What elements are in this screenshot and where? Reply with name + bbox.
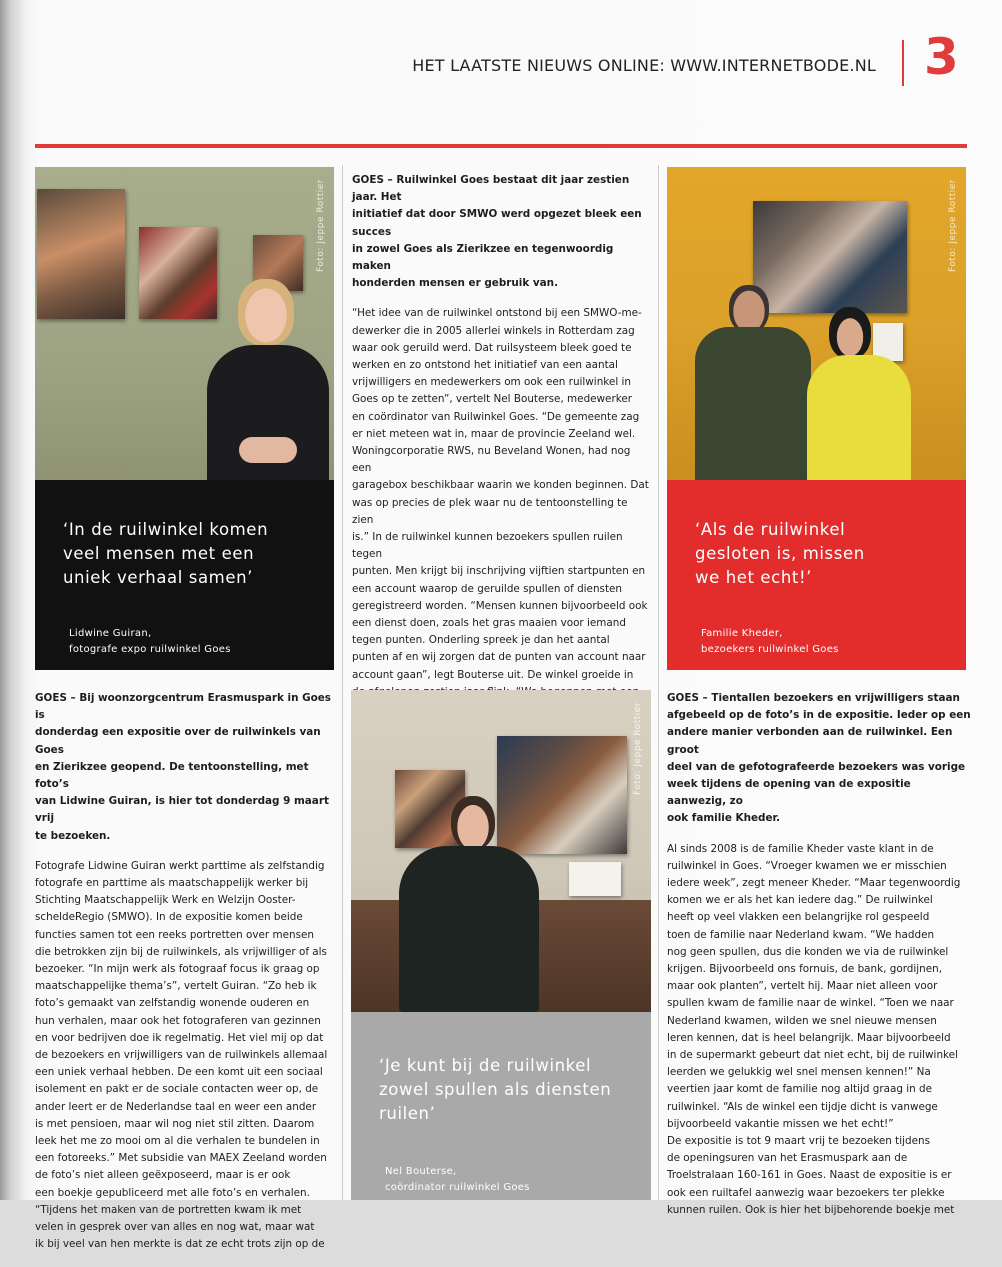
text-line: Nederland kwamen, wilden we snel nieuwe mensen bbox=[667, 1014, 937, 1027]
text-line: een dienst doen, zoals het gras maaien voor iemand bbox=[352, 617, 626, 630]
photo-credit: Foto: Jeppe Rottier bbox=[633, 702, 643, 795]
text-line: een account waarop de geruilde spullen of diensten bbox=[352, 582, 622, 595]
text-line: is.” In de ruilwinkel kunnen bezoekers spullen ruilen tegen bbox=[352, 531, 623, 561]
quote-line: uniek verhaal samen’ bbox=[63, 567, 254, 587]
column-divider bbox=[658, 165, 659, 1200]
text-line: leren kennen, dat is heel belangrijk. Maar bijvoorbeeld bbox=[667, 1031, 951, 1044]
text-line: punten af en wij zorgen dat de punten van account naar bbox=[352, 651, 646, 664]
text-line: waar ook geruild werd. Dat ruilsysteem bleek goed te bbox=[352, 341, 632, 354]
page-number: 3 bbox=[924, 28, 959, 86]
text-line: heeft op veel vlakken een belangrijke rol gespeeld bbox=[667, 911, 930, 924]
quote-text bbox=[379, 1054, 623, 1126]
quote-line: ‘In de ruilwinkel komen bbox=[63, 520, 269, 539]
text-line: maatschappelijke thema’s”, vertelt Guiran. “Zo heb ik bbox=[35, 980, 317, 993]
text-line: de bezoekers en vrijwilligers van de ruilwinkels allemaal bbox=[35, 1049, 328, 1062]
text-line: een uniek verhaal hebben. De een komt uit een sociaal bbox=[35, 1066, 323, 1079]
text-line: vrijwilligers en medewerkers om ook een ruilwinkel in bbox=[352, 376, 631, 389]
text-line: kunnen ruilen. Ook is hier het bijbehorende boekje met bbox=[667, 1203, 955, 1216]
attribution-role: coördinator ruilwinkel Goes bbox=[385, 1182, 530, 1193]
text-line: en coördinator van Ruilwinkel Goes. “De gemeente zag bbox=[352, 410, 640, 423]
person-head bbox=[829, 307, 871, 359]
person-body bbox=[399, 846, 539, 1012]
text-line: bezoeker. “In mijn werk als fotograaf focus ik graag op bbox=[35, 963, 320, 976]
quote-attribution bbox=[701, 626, 839, 658]
text-line: week tijdens de opening van de expositie aanwezig, zo bbox=[667, 778, 911, 808]
photo-lidwine-guiran bbox=[35, 167, 334, 480]
left-article bbox=[35, 690, 337, 1267]
person-body bbox=[207, 345, 329, 485]
text-line: ik bij veel van hen merkte is dat ze echt trots zijn op de bbox=[35, 1238, 325, 1251]
text-line: Al sinds 2008 is de familie Kheder vaste klant in de bbox=[667, 842, 934, 855]
article-body bbox=[35, 858, 337, 1254]
quote-attribution bbox=[69, 626, 231, 658]
text-line: nog geen spullen, dus die konden we via de ruilwinkel bbox=[667, 945, 949, 958]
text-line: maar ook planten”, vertelt hij. Maar niet alleen voor bbox=[667, 980, 938, 993]
header-rule bbox=[35, 144, 967, 148]
text-line: account gaan”, legt Bouterse uit. De winkel groeide in bbox=[352, 668, 634, 681]
text-line: de foto’s niet alleen geëxposeerd, maar is er ook bbox=[35, 1169, 291, 1182]
text-line: een fotoreeks.” Met subsidie van MAEX Zeeland worden bbox=[35, 1152, 327, 1165]
photo-credit: Foto: Jeppe Rottier bbox=[316, 179, 326, 272]
pull-quote-right bbox=[667, 480, 966, 670]
text-line: velen in gesprek over van alles en nog wat, maar wat bbox=[35, 1221, 315, 1234]
header-separator bbox=[902, 40, 904, 86]
text-line: hun verhalen, maar ook het fotograferen van gezinnen bbox=[35, 1014, 321, 1027]
text-line: tegen punten. Onderling spreek je dan het aantal bbox=[352, 634, 610, 647]
photo-credit: Foto: Jeppe Rottier bbox=[948, 179, 958, 272]
text-line: fotografe en parttime als maatschappelijk werker bij bbox=[35, 877, 309, 890]
text-line: GOES – Tientallen bezoekers en vrijwilligers staan bbox=[667, 692, 960, 704]
text-line: leerden we gelukkig wel snel mensen kennen!” Na bbox=[667, 1066, 931, 1079]
text-line: leek het me zo mooi om al die verhalen te bundelen in bbox=[35, 1135, 320, 1148]
text-line: geregistreerd worden. “Mensen kunnen bijvoorbeeld ook bbox=[352, 599, 648, 612]
text-line: er niet meteen wat in, maar de provincie Zeeland wel. bbox=[352, 427, 636, 440]
text-line: Stichting Maatschappelijk Werk en Welzijn Ooster- bbox=[35, 894, 296, 907]
person-hands bbox=[239, 437, 297, 463]
text-line: ander leert er de Nederlandse taal en weer een ander bbox=[35, 1100, 317, 1113]
person-head bbox=[451, 796, 495, 850]
quote-line: ruilen’ bbox=[379, 1103, 436, 1123]
text-line: ruilwinkel in Goes. “Vroeger kwamen we er misschien bbox=[667, 859, 947, 872]
text-line: ook familie Kheder. bbox=[667, 812, 781, 825]
article-intro bbox=[35, 690, 337, 845]
text-line: ook een ruiltafel aanwezig waar bezoekers ter plekke bbox=[667, 1186, 945, 1199]
pull-quote-center bbox=[351, 1012, 651, 1200]
text-line: krijgen. Bijvoorbeeld ons fornuis, de bank, gordijnen, bbox=[667, 963, 943, 976]
exhibit-photo bbox=[37, 189, 125, 319]
article-intro bbox=[352, 172, 652, 292]
text-line: is met pensioen, maar wil nog niet stil zitten. Daarom bbox=[35, 1117, 315, 1130]
text-line: een boekje gepubliceerd met alle foto’s en verhalen. bbox=[35, 1186, 310, 1199]
text-line: De expositie is tot 9 maart vrij te bezoeken tijdens bbox=[667, 1135, 931, 1148]
exhibit-label bbox=[569, 862, 621, 896]
text-line: isolement en pakt er de sociale contacten weer op, de bbox=[35, 1083, 319, 1096]
text-line: dewerker die in 2005 allerlei winkels in Rotterdam zag bbox=[352, 324, 635, 337]
text-line: spullen kwam de familie naar de winkel. “Toen we naar bbox=[667, 997, 954, 1010]
text-line: werken en zo ontstond het initiatief van een aantal bbox=[352, 359, 618, 372]
exhibit-photo bbox=[139, 227, 217, 319]
attribution-name: Nel Bouterse, bbox=[385, 1166, 457, 1177]
text-line: en voor bedrijven doe ik regelmatig. Het viel mij op dat bbox=[35, 1031, 324, 1044]
text-line: andere manier verbonden aan de ruilwinkel. Een groot bbox=[667, 726, 953, 756]
text-line: komen we er als het kan iedere dag.” De ruilwinkel bbox=[667, 894, 933, 907]
quote-text bbox=[63, 518, 306, 590]
text-line: in zowel Goes als Zierikzee en tegenwoordig maken bbox=[352, 242, 614, 273]
header-website: HET LAATSTE NIEUWS ONLINE: WWW.INTERNETBODE.NL bbox=[412, 56, 876, 75]
quote-attribution bbox=[385, 1164, 530, 1196]
text-line: die betrokken zijn bij de ruilwinkels, als vrijwilliger of als bbox=[35, 945, 327, 958]
text-line: punten. Men krijgt bij inschrijving vijftien startpunten en bbox=[352, 565, 646, 578]
text-line: GOES – Bij woonzorgcentrum Erasmuspark in Goes is bbox=[35, 692, 331, 722]
text-line: bijvoorbeeld vakantie missen we het echt!” bbox=[667, 1117, 894, 1130]
photo-familie-kheder bbox=[667, 167, 966, 480]
text-line: initiatief dat door SMWO werd opgezet bleek een succes bbox=[352, 208, 642, 238]
right-article bbox=[667, 690, 972, 1232]
pull-quote-left bbox=[35, 480, 334, 670]
quote-text bbox=[695, 518, 938, 590]
text-line: GOES – Ruilwinkel Goes bestaat dit jaar zestien jaar. Het bbox=[352, 174, 630, 204]
quote-line: veel mensen met een bbox=[63, 543, 255, 563]
text-line: garagebox beschikbaar waarin we konden beginnen. Dat bbox=[352, 479, 649, 492]
column-divider bbox=[342, 165, 343, 1200]
article-intro bbox=[667, 690, 972, 828]
photo-nel-bouterse bbox=[351, 690, 651, 1012]
quote-line: we het echt!’ bbox=[695, 567, 813, 587]
article-body bbox=[667, 841, 972, 1219]
text-line: foto’s gemaakt van zelfstandig wonende ouderen en bbox=[35, 997, 310, 1010]
exhibit-photo bbox=[753, 201, 907, 313]
quote-line: ‘Als de ruilwinkel bbox=[695, 520, 846, 539]
person-body bbox=[807, 355, 911, 485]
text-line: was op precies de plek waar nu de tentoonstelling te zien bbox=[352, 496, 628, 526]
text-line: en Zierikzee geopend. De tentoonstelling, met foto’s bbox=[35, 760, 309, 791]
text-line: scheldeRegio (SMWO). In de expositie komen beide bbox=[35, 911, 303, 924]
text-line: ruilwinkel. “Als de winkel een tijdje dicht is vanwege bbox=[667, 1100, 938, 1113]
quote-line: ‘Je kunt bij de ruilwinkel bbox=[379, 1056, 592, 1075]
quote-line: zowel spullen als diensten bbox=[379, 1079, 612, 1099]
text-line: iedere week”, zegt meneer Kheder. “Maar tegenwoordig bbox=[667, 877, 961, 890]
exhibit-photo bbox=[497, 736, 627, 854]
attribution-name: Lidwine Guiran, bbox=[69, 628, 152, 639]
person-body bbox=[695, 327, 811, 487]
person-head bbox=[238, 279, 294, 345]
text-line: Goes op te zetten”, vertelt Nel Bouterse, medewerker bbox=[352, 393, 633, 406]
text-line: “Tijdens het maken van de portretten kwam ik met bbox=[35, 1203, 302, 1216]
text-line: donderdag een expositie over de ruilwinkels van Goes bbox=[35, 726, 321, 756]
text-line: “Het idee van de ruilwinkel ontstond bij een SMWO-me- bbox=[352, 307, 642, 320]
attribution-role: bezoekers ruilwinkel Goes bbox=[701, 644, 839, 655]
person-head bbox=[729, 285, 769, 333]
text-line: afgebeeld op de foto’s in de expositie. Ieder op een bbox=[667, 709, 971, 722]
text-line: Troelstralaan 160-161 in Goes. Naast de expositie is er bbox=[667, 1169, 952, 1182]
text-line: toen de familie naar Nederland kwam. “We hadden bbox=[667, 928, 935, 941]
text-line: de openingsuren van het Erasmuspark aan de bbox=[667, 1152, 908, 1165]
text-line: honderden mensen er gebruik van. bbox=[352, 277, 559, 290]
text-line: deel van de gefotografeerde bezoekers was vorige bbox=[667, 760, 966, 773]
text-line: veertien jaar komt de familie nog altijd graag in de bbox=[667, 1083, 933, 1096]
attribution-role: fotografe expo ruilwinkel Goes bbox=[69, 644, 231, 655]
quote-line: gesloten is, missen bbox=[695, 543, 865, 563]
text-line: te bezoeken. bbox=[35, 829, 111, 842]
text-line: van Lidwine Guiran, is hier tot donderdag 9 maart vrij bbox=[35, 795, 329, 825]
attribution-name: Familie Kheder, bbox=[701, 628, 783, 639]
text-line: Fotografe Lidwine Guiran werkt parttime als zelfstandig bbox=[35, 859, 325, 872]
text-line: in de supermarkt gebeurt dat niet echt, bij de ruilwinkel bbox=[667, 1049, 958, 1062]
text-line: functies samen tot een reeks portretten over mensen bbox=[35, 928, 314, 941]
text-line: Woningcorporatie RWS, nu Beveland Wonen, had nog een bbox=[352, 445, 631, 475]
